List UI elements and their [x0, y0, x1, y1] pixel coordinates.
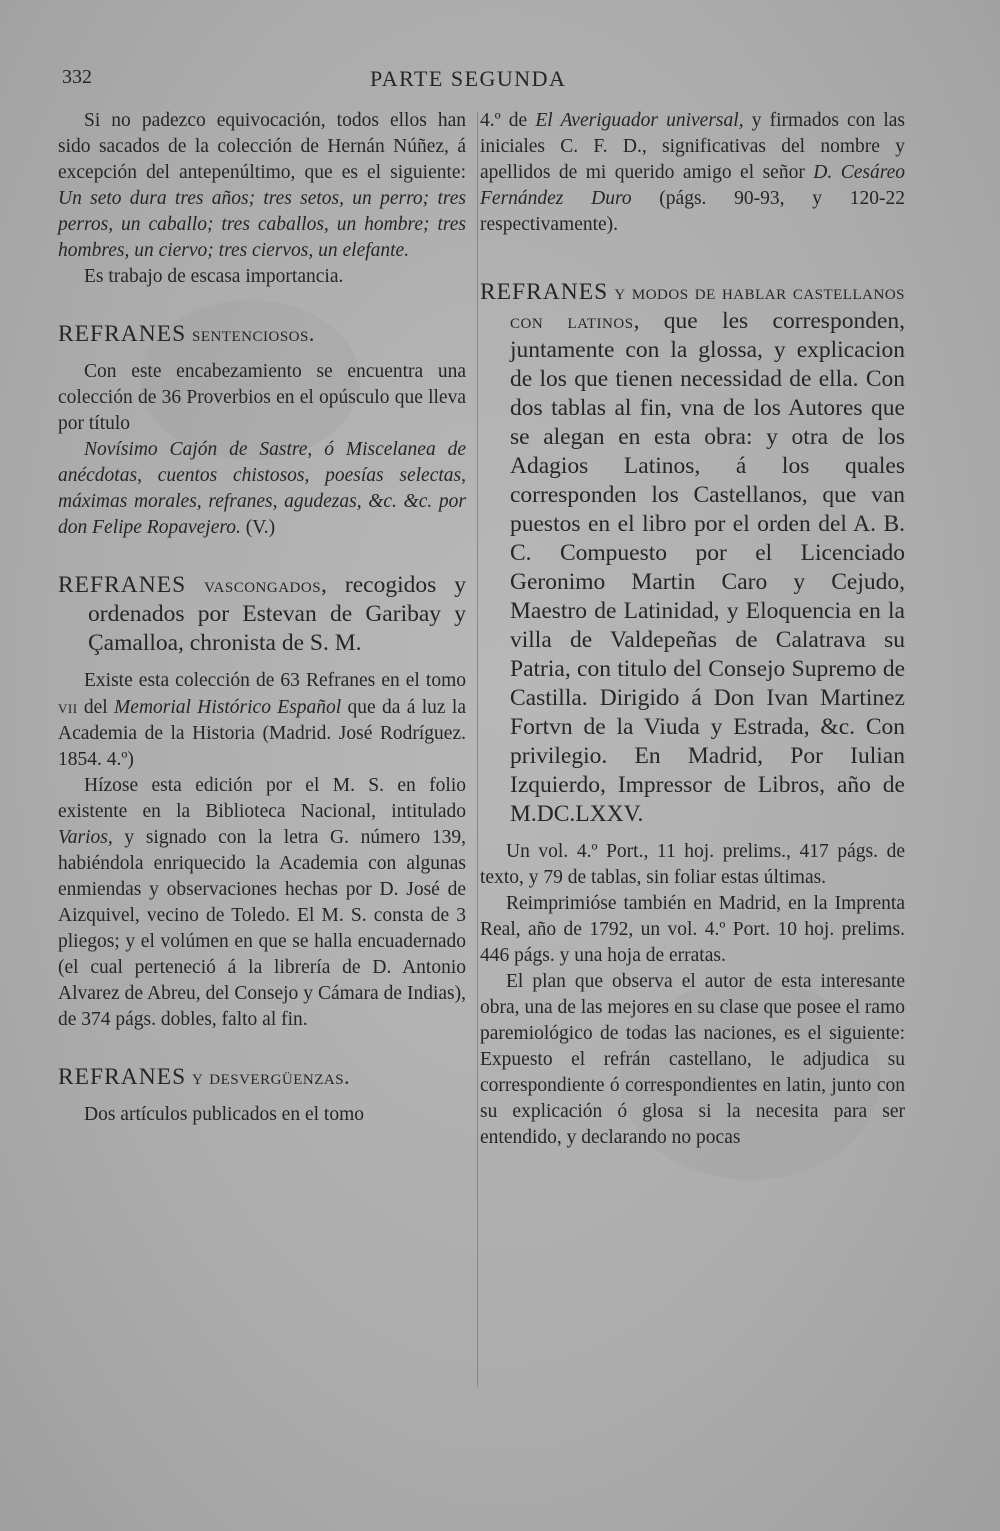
paragraph — [58, 264, 466, 290]
left-column — [58, 108, 466, 1128]
running-head: PARTE SEGUNDA — [370, 66, 567, 91]
page-header — [0, 66, 1000, 102]
entry-heading — [58, 571, 466, 658]
paragraph-text: Dos artículos publicados en el tomo — [84, 1104, 364, 1125]
paragraph — [480, 969, 905, 1151]
right-column — [480, 108, 905, 1151]
paragraph — [58, 1102, 466, 1128]
paragraph — [58, 437, 466, 541]
paragraph-text: Existe esta colección de 63 Refranes en el tomo — [84, 670, 466, 691]
manuscript-title: Varios, — [58, 827, 113, 848]
paragraph-text: del — [77, 697, 115, 718]
heading-subtitle: y modos de hablar castellanos con latinos — [510, 280, 905, 333]
paragraph-text: que da á luz la Academia de la Historia (Madrid. José Rodríguez. 1854. 4.º) — [58, 697, 466, 770]
book-title: Novísimo Cajón de Sastre, ó Miscelanea de anécdotas, cuentos chistosos, poesías selectas, máximas morales, refranes, agudezas, &c. &c. por don Felipe Ropavejero. — [58, 439, 466, 538]
paragraph-text: El plan que observa el autor de esta interesante obra, una de las mejores en su clase que posee el ramo paremiológico de todas las naciones, es el siguiente: Expuesto el refrán castellano, le adjudica su correspondiente ó correspondientes en latin, junto con su explicación ó glosa si la necesita para ser entendido, y declarando no pocas — [480, 971, 905, 1148]
paragraph-text: Con este encabezamiento se encuentra una colección de 36 Proverbios en el opúsculo que lleva por título — [58, 361, 466, 434]
heading-keyword: REFRANES — [58, 321, 187, 347]
page-number: 332 — [62, 66, 92, 88]
publication-title: El Averiguador universal — [535, 110, 739, 131]
entry-heading — [58, 320, 466, 349]
heading-keyword: REFRANES — [58, 1064, 187, 1090]
paragraph-text: (V.) — [240, 517, 276, 538]
paragraph — [58, 773, 466, 1033]
paragraph-text: y signado con la letra G. número 139, habiéndola enriquecido la Academia con algunas enmiendas y observaciones hechas por D. José de Aizquivel, vecino de Toledo. El M. S. consta de 3 pliegos; y el volúmen en que se halla encuadernado (el cual perteneció á la librería de D. Antonio Alvarez de Abreu, del Consejo y Cámara de Indias), de 374 págs. dobles, falto al fin. — [58, 827, 466, 1030]
paragraph — [58, 359, 466, 437]
paragraph-text: Si no padezco equivocación, todos ellos han sido sacados de la colección de Hernán Núñez, á excepción del antepenúltimo, que es el siguiente: — [58, 110, 466, 183]
paragraph-text: (págs. 90-93, y 120-22 respectivamente). — [480, 188, 905, 235]
heading-text: , recogidos y ordenados por Estevan de Garibay y Çamalloa, chronista de S. M. — [88, 572, 466, 656]
paragraph-text: Hízose esta edición por el M. S. en folio existente en la Biblioteca Nacional, intitulado — [58, 775, 466, 822]
column-divider — [477, 112, 478, 1387]
paragraph-text: Reimprimióse también en Madrid, en la Imprenta Real, año de 1792, un vol. 4.º Port. 10 hoj. prelims. 446 págs. y una hoja de erratas. — [480, 893, 905, 966]
paragraph — [480, 839, 905, 891]
entry-heading — [480, 278, 905, 829]
publication-title: Memorial Histórico Español — [114, 697, 342, 718]
paragraph-text: , y firmados con las iniciales C. F. D., significativas del nombre y apellidos de mi querido amigo el señor — [480, 110, 905, 183]
paragraph — [480, 891, 905, 969]
heading-subtitle: sentenciosos. — [192, 322, 315, 346]
proverb-text: Un seto dura tres años; tres setos, un perro; tres perros, un caballo; tres caballos, un hombre; tres hombres, un ciervo; tres ciervos, un elefante. — [58, 188, 466, 261]
paragraph-text: Un vol. 4.º Port., 11 hoj. prelims., 417 págs. de texto, y 79 de tablas, sin foliar estas últimas. — [480, 841, 905, 888]
heading-subtitle: vascongados — [204, 573, 322, 597]
heading-keyword: REFRANES — [58, 572, 187, 598]
entry-heading — [58, 1063, 466, 1092]
heading-keyword: REFRANES — [480, 279, 609, 305]
person-name: D. Cesáreo Fernández Duro — [480, 162, 905, 209]
heading-text: , que les corresponden, juntamente con la glossa, y explicacion de los que tienen necessidad de ella. Con dos tablas al fin, vna de los Autores que se alegan en esta obra: y otra de los Adagios Latinos, á los quales corresponden los Castellanos, que van puestos en el libro por el orden del A. B. C. Compuesto por el Licenciado Geronimo Martin Caro y Cejudo, Maestro de Latinidad, y Eloquencia en la villa de Valdepeñas de Calatrava su Patria, con titulo del Consejo Supremo de Castilla. Dirigido á Don Ivan Martinez Fortvn de la Viuda y Estrada, &c. Con privilegio. En Madrid, Por Iulian Izquierdo, Impressor de Libros, año de M.DC.LXXV. — [510, 308, 906, 827]
heading-subtitle: y desvergüenzas. — [192, 1065, 350, 1089]
paragraph — [58, 108, 466, 264]
roman-numeral: vii — [58, 697, 78, 717]
paragraph-text: Es trabajo de escasa importancia. — [84, 266, 344, 287]
paragraph-text: 4.º de — [480, 110, 536, 131]
paragraph — [58, 668, 466, 773]
paragraph — [480, 108, 905, 238]
